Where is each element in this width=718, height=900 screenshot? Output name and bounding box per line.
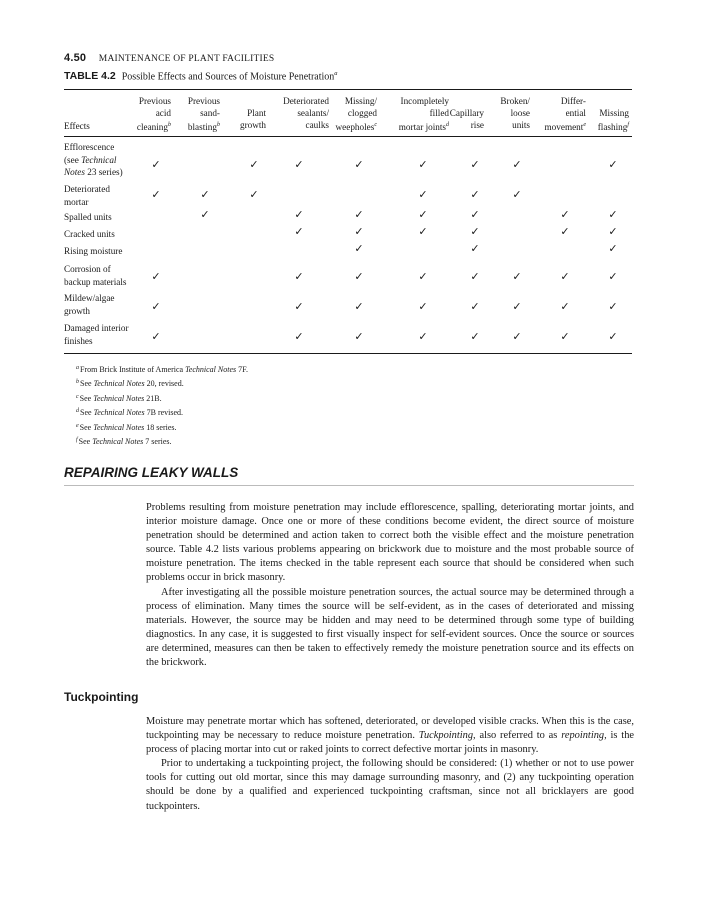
check-mark-icon: ✓: [294, 226, 304, 238]
column-header-line: blasting$^b$: [187, 122, 220, 133]
column-header-line: ential: [565, 108, 586, 118]
column-header-note: c: [374, 122, 377, 128]
column-header-line: loose: [510, 108, 530, 118]
p1-text-e: is the process of placing mortar into cut or raked joints to correct defective mortar joints in masonry.: [146, 730, 635, 756]
running-header: [64, 52, 274, 64]
check-mark-icon: ✓: [560, 209, 570, 221]
table-title: Possible Effects and Sources of Moisture Penetration: [121, 71, 335, 83]
table-caption: [64, 70, 338, 82]
row-label: Damaged interior finishes: [64, 323, 129, 346]
check-mark-icon: ✓: [418, 301, 428, 313]
check-mark-icon: ✓: [294, 159, 304, 171]
column-header-line: Plant: [247, 108, 266, 118]
column-header: [500, 95, 530, 131]
check-mark-icon: ✓: [249, 189, 259, 201]
footnote: $^e$See Technical Notes 18 series.: [76, 422, 177, 432]
column-header-line: Deteriorated: [283, 96, 329, 106]
row-label: Efflorescence (see Technical Notes 23 series): [64, 142, 123, 177]
column-header-line: rise: [470, 120, 484, 130]
column-header-note: b: [168, 122, 171, 128]
check-mark-icon: ✓: [470, 331, 480, 343]
check-mark-icon: ✓: [470, 271, 480, 283]
section-title: REPAIRING LEAKY WALLS: [64, 465, 239, 480]
check-mark-icon: ✓: [560, 226, 570, 238]
check-mark-icon: ✓: [470, 209, 480, 221]
check-mark-icon: ✓: [354, 331, 364, 343]
column-header-line: movement$^e$: [544, 122, 586, 133]
p1-term-tuckpointing: Tuckpointing,: [418, 730, 476, 742]
column-header-line: Previous: [187, 96, 220, 106]
column-header-note: e: [583, 122, 586, 128]
check-mark-icon: ✓: [200, 209, 210, 221]
column-header: [283, 95, 329, 131]
check-mark-icon: ✓: [512, 301, 522, 313]
column-header: [188, 95, 220, 131]
row-label: Cracked units: [64, 229, 115, 239]
column-header-line: units: [512, 120, 530, 130]
column-header-line: Differ-: [560, 96, 586, 106]
check-mark-icon: ✓: [512, 189, 522, 201]
check-mark-icon: ✓: [418, 226, 428, 238]
check-mark-icon: ✓: [608, 159, 618, 171]
column-header-line: mortar joints$^d$: [398, 122, 449, 133]
column-header-line: caulks: [305, 120, 329, 130]
table-top-rule: [64, 89, 632, 90]
check-mark-icon: ✓: [354, 301, 364, 313]
section-paragraph-2: After investigating all the possible moisture penetration sources, the actual source may be determined through a process of elimination. Many times the source will be self-evident, as in the cases of deteriorated and missing materials. However, the source may be hidden and may need to be determined through some type of building diagnostics. In any case, it is suggested to first visually inspect for self-evident sources. Once the source or sources are determined, measures can then be taken to effectively remedy the moisture penetration source and its effects on the brickwork.: [146, 586, 634, 669]
column-header: [240, 95, 266, 131]
check-mark-icon: ✓: [608, 301, 618, 313]
check-mark-icon: ✓: [560, 301, 570, 313]
column-header-line: acid: [155, 108, 171, 118]
column-header-line: Incompletely: [400, 96, 449, 106]
footnote: $^b$See Technical Notes 20, revised.: [76, 379, 184, 389]
column-header-line: [450, 95, 484, 107]
column-header-line: weepholes$^c$: [335, 122, 377, 133]
check-mark-icon: ✓: [151, 271, 161, 283]
check-mark-icon: ✓: [294, 331, 304, 343]
p1-text-c: also referred to as: [475, 730, 562, 742]
check-mark-icon: ✓: [418, 159, 428, 171]
check-mark-icon: ✓: [512, 159, 522, 171]
p1-term-repointing: repointing,: [561, 730, 607, 742]
table-caption-note: a: [334, 70, 338, 77]
footnote: $^a$From Brick Institute of America Technical Notes 7F.: [76, 365, 248, 374]
check-mark-icon: ✓: [354, 209, 364, 221]
row-label: Corrosion of backup materials: [64, 264, 127, 287]
page-number: 4.50: [64, 52, 87, 64]
footnote: $^d$See Technical Notes 7B revised.: [76, 408, 184, 418]
check-mark-icon: ✓: [294, 301, 304, 313]
row-label: Deteriorated mortar: [64, 184, 110, 207]
check-mark-icon: ✓: [470, 226, 480, 238]
column-header-line: Missing/: [344, 96, 377, 106]
check-mark-icon: ✓: [512, 331, 522, 343]
check-mark-icon: ✓: [608, 331, 618, 343]
subsection-body: [146, 715, 634, 814]
column-header: [137, 95, 171, 131]
column-header-line: growth: [239, 120, 266, 130]
column-header-line: sealants/: [297, 108, 329, 118]
column-header-line: cleaning$^b$: [136, 122, 171, 133]
check-mark-icon: ✓: [470, 189, 480, 201]
column-header-line: filled: [429, 108, 449, 118]
check-mark-icon: ✓: [470, 301, 480, 313]
column-header: [450, 95, 484, 131]
row-label: Mildew/algae growth: [64, 293, 115, 316]
check-mark-icon: ✓: [418, 209, 428, 221]
column-header-note: b: [217, 122, 220, 128]
check-mark-icon: ✓: [151, 189, 161, 201]
column-header-line: flashing$^f$: [597, 122, 629, 133]
column-header: [336, 95, 377, 131]
running-title: MAINTENANCE OF PLANT FACILITIES: [98, 54, 275, 64]
check-mark-icon: ✓: [608, 226, 618, 238]
column-header-line: Previous: [138, 96, 171, 106]
check-mark-icon: ✓: [470, 243, 480, 255]
column-header: [598, 95, 629, 131]
column-header: [399, 95, 449, 131]
p1-text-a: Moisture may penetrate mortar which has softened, deteriorated, or developed visible cracks. When this is the case, tuckpointing may be necessary to reduce moisture penetration.: [146, 716, 634, 742]
check-mark-icon: ✓: [354, 243, 364, 255]
subsection-paragraph-1: [146, 715, 634, 757]
column-header-line: [240, 95, 266, 107]
section-body: [146, 501, 634, 670]
subsection-title: Tuckpointing: [64, 690, 139, 704]
check-mark-icon: ✓: [512, 271, 522, 283]
column-header-line: [598, 95, 629, 107]
section-rule: [64, 485, 634, 486]
column-header-line: clogged: [347, 108, 377, 118]
check-mark-icon: ✓: [608, 271, 618, 283]
footnote: $^f$See Technical Notes 7 series.: [76, 437, 172, 447]
column-header-note: d: [446, 122, 449, 128]
check-mark-icon: ✓: [151, 331, 161, 343]
check-mark-icon: ✓: [294, 271, 304, 283]
check-mark-icon: ✓: [418, 189, 428, 201]
check-mark-icon: ✓: [418, 271, 428, 283]
check-mark-icon: ✓: [560, 331, 570, 343]
footnote: $^c$See Technical Notes 21B.: [76, 393, 162, 403]
row-label: Rising moisture: [64, 246, 123, 256]
check-mark-icon: ✓: [354, 271, 364, 283]
column-header: [545, 95, 586, 131]
column-header-note: f: [627, 122, 629, 128]
check-mark-icon: ✓: [151, 301, 161, 313]
column-header-line: Missing: [599, 108, 629, 118]
table-bottom-rule: [64, 353, 632, 354]
column-header-line: sand-: [200, 108, 220, 118]
check-mark-icon: ✓: [354, 226, 364, 238]
check-mark-icon: ✓: [294, 209, 304, 221]
check-mark-icon: ✓: [608, 243, 618, 255]
table-label: TABLE 4.2: [64, 70, 116, 83]
section-paragraph-1: Problems resulting from moisture penetration may include efflorescence, spalling, deteriorating mortar joints, and interior moisture damage. Once one or more of these conditions become evident, the direct source of moisture penetration should be determined and action taken to correct both the visible effect and the moisture penetration source. Table 4.2 lists various problems appearing on brickwork due to moisture and the most probable source of moisture penetration. The items checked in the table represent each source that should be considered when such problems occur in brick masonry.: [146, 502, 634, 584]
table-header-rule: [64, 136, 632, 137]
check-mark-icon: ✓: [249, 159, 259, 171]
row-label: Spalled units: [64, 212, 112, 222]
effects-column-header: Effects: [64, 121, 90, 131]
subsection-paragraph-2: Prior to undertaking a tuckpointing project, the following should be considered: (1) whether or not to use power tools for cutting out old mortar, since this may damage surrounding masonry, and (2) any tuckpointing operation should be done by a qualified and experienced tuckpointing craftsman, since not all bricklayers are good tuckpointers.: [146, 758, 634, 812]
check-mark-icon: ✓: [470, 159, 480, 171]
check-mark-icon: ✓: [200, 189, 210, 201]
check-mark-icon: ✓: [354, 159, 364, 171]
column-header-line: Broken/: [500, 96, 530, 106]
table-footnotes: [76, 362, 248, 448]
check-mark-icon: ✓: [418, 331, 428, 343]
column-header-line: Capillary: [449, 108, 484, 118]
check-mark-icon: ✓: [151, 159, 161, 171]
check-mark-icon: ✓: [608, 209, 618, 221]
check-mark-icon: ✓: [560, 271, 570, 283]
